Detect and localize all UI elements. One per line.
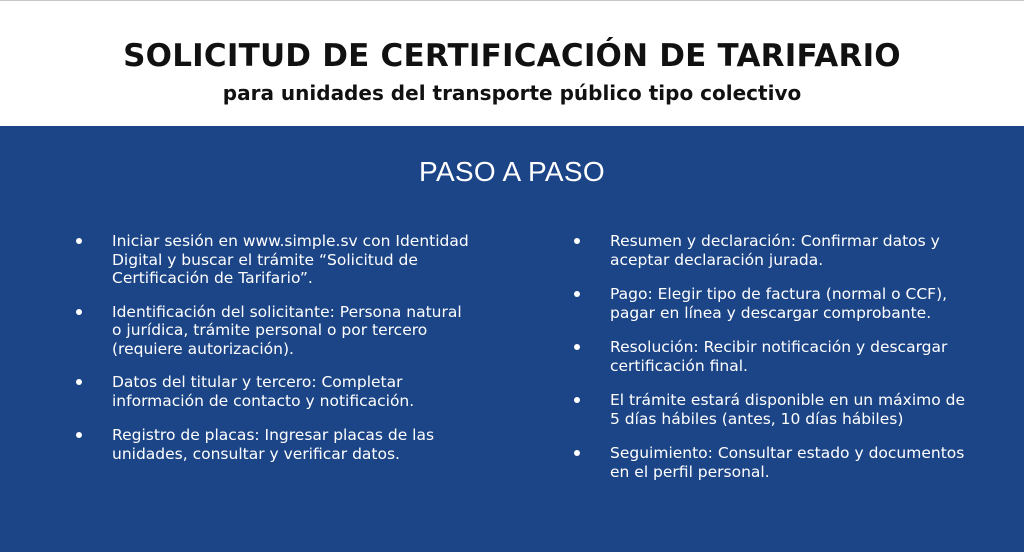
list-item <box>570 285 970 322</box>
page-title: SOLICITUD DE CERTIFICACIÓN DE TARIFARIO <box>123 38 901 74</box>
step-text: Resolución: Recibir notificación y descargar certificación final. <box>610 338 948 375</box>
step-text: Iniciar sesión en www.simple.sv con Identidad Digital y buscar el trámite “Solicitud de Certificación de Tarifario”. <box>112 232 469 287</box>
step-text: Pago: Elegir tipo de factura (normal o CCF), pagar en línea y descargar comprobante. <box>610 285 948 322</box>
bullet-icon <box>76 238 82 244</box>
list-item <box>570 338 970 375</box>
section-title: PASO A PASO <box>419 156 605 187</box>
bullet-icon <box>574 238 580 244</box>
step-text: Datos del titular y tercero: Completar información de contacto y notificación. <box>112 373 415 410</box>
steps-panel <box>0 126 1024 552</box>
list-item <box>570 391 970 428</box>
bullet-icon <box>76 379 82 385</box>
bullet-icon <box>574 397 580 403</box>
bullet-icon <box>574 344 580 350</box>
list-item <box>570 444 970 481</box>
bullet-icon <box>574 450 580 456</box>
list-item <box>570 232 970 269</box>
list-item <box>72 303 472 359</box>
list-item <box>72 232 472 288</box>
step-text: El trámite estará disponible en un máximo de 5 días hábiles (antes, 10 días hábiles) <box>610 391 966 428</box>
bullet-icon <box>76 432 82 438</box>
bullet-icon <box>574 291 580 297</box>
steps-list-right <box>570 232 970 495</box>
steps-list-left <box>72 232 472 477</box>
step-text: Identificación del solicitante: Persona natural o jurídica, trámite personal o por tercero (requiere autorización). <box>112 302 462 358</box>
step-text: Registro de placas: Ingresar placas de las unidades, consultar y verificar datos. <box>112 426 435 463</box>
bullet-icon <box>76 309 82 315</box>
page-subtitle: para unidades del transporte público tipo colectivo <box>222 81 802 105</box>
step-text: Resumen y declaración: Confirmar datos y aceptar declaración jurada. <box>610 232 940 269</box>
step-text: Seguimiento: Consultar estado y documentos en el perfil personal. <box>610 444 965 481</box>
header <box>0 1 1024 126</box>
list-item <box>72 426 472 463</box>
list-item <box>72 373 472 410</box>
